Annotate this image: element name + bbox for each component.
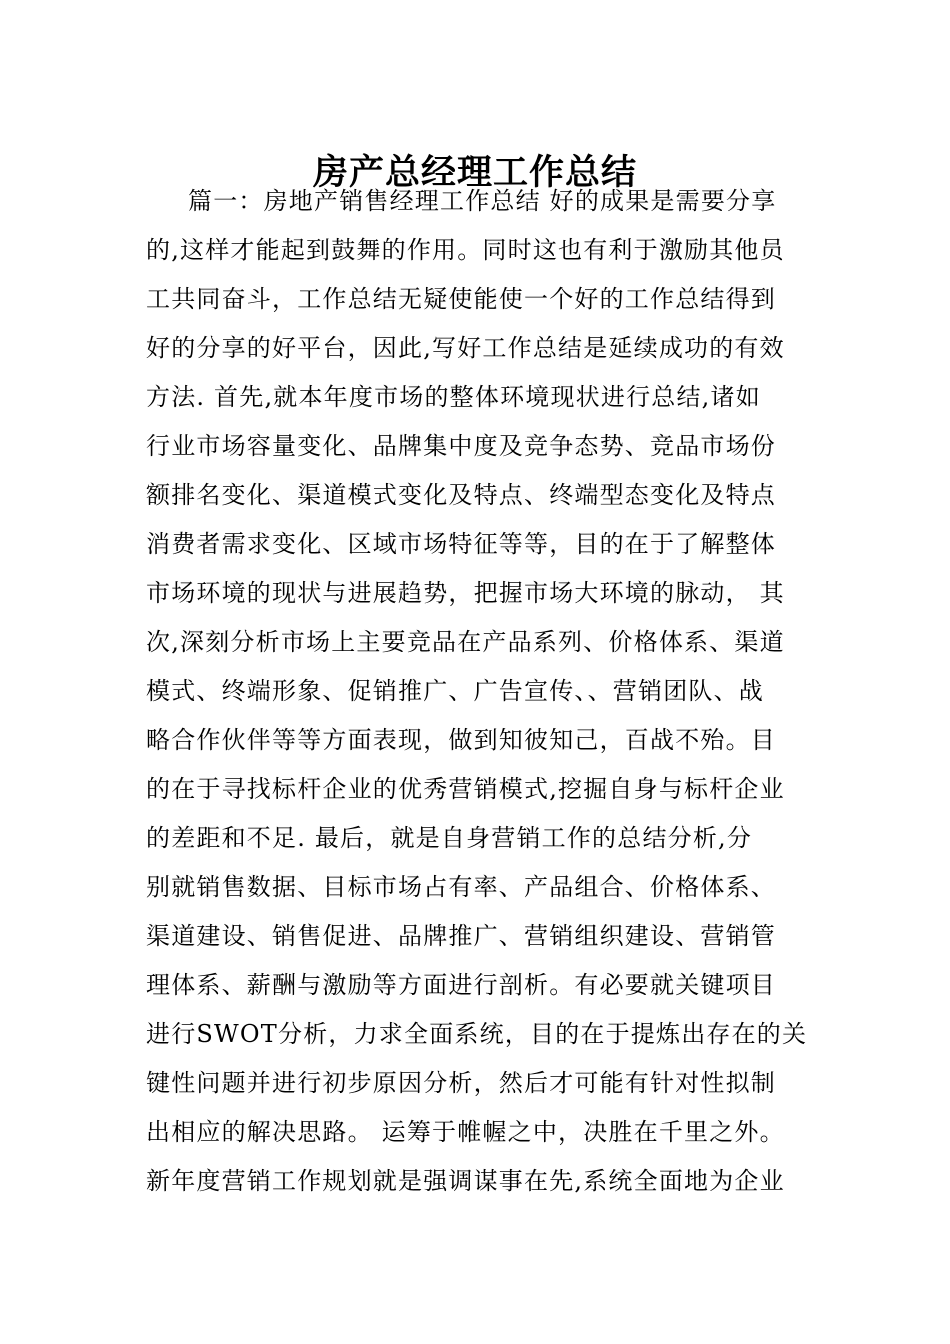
body-line: 新年度营销工作规划就是强调谋事在先,系统全面地为企业	[146, 1167, 785, 1195]
body-line: 篇一：房地产销售经理工作总结 好的成果是需要分享	[188, 187, 777, 215]
body-line: 渠道建设、销售促进、品牌推广、营销组织建设、营销管	[146, 922, 776, 950]
body-line: 消费者需求变化、区域市场特征等等，目的在于了解整体	[146, 530, 776, 558]
document-body	[146, 177, 826, 1206]
document-title: 房产总经理工作总结	[312, 152, 637, 194]
body-line: 方法. 首先,就本年度市场的整体环境现状进行总结,诸如	[146, 383, 761, 411]
body-line: 键性问题并进行初步原因分析，然后才可能有针对性拟制	[146, 1069, 776, 1097]
body-line: 进行SWOT分析，力求全面系统，目的在于提炼出存在的关	[146, 1020, 808, 1048]
body-line: 略合作伙伴等等方面表现，做到知彼知己，百战不殆。目	[146, 726, 776, 754]
body-line: 次,深刻分析市场上主要竞品在产品系列、价格体系、渠道	[146, 628, 785, 656]
body-line: 市场环境的现状与进展趋势，把握市场大环境的脉动， 其	[146, 579, 785, 607]
body-line: 好的分享的好平台，因此,写好工作总结是延续成功的有效	[146, 334, 785, 362]
body-line: 额排名变化、渠道模式变化及特点、终端型态变化及特点	[146, 481, 776, 509]
body-line: 的,这样才能起到鼓舞的作用。同时这也有利于激励其他员	[146, 236, 785, 264]
body-line: 别就销售数据、目标市场占有率、产品组合、价格体系、	[146, 873, 776, 901]
body-line: 理体系、薪酬与激励等方面进行剖析。有必要就关键项目	[146, 971, 776, 999]
body-line: 的差距和不足. 最后，就是自身营销工作的总结分析,分	[146, 824, 753, 852]
body-line: 出相应的解决思路。 运筹于帷幄之中，决胜在千里之外。	[146, 1118, 785, 1146]
body-line: 的在于寻找标杆企业的优秀营销模式,挖掘自身与标杆企业	[146, 775, 785, 803]
body-line: 模式、终端形象、促销推广、广告宣传、、营销团队、战	[146, 677, 764, 705]
body-line: 工共同奋斗，工作总结无疑使能使一个好的工作总结得到	[146, 285, 776, 313]
body-line: 行业市场容量变化、品牌集中度及竞争态势、竞品市场份	[146, 432, 776, 460]
